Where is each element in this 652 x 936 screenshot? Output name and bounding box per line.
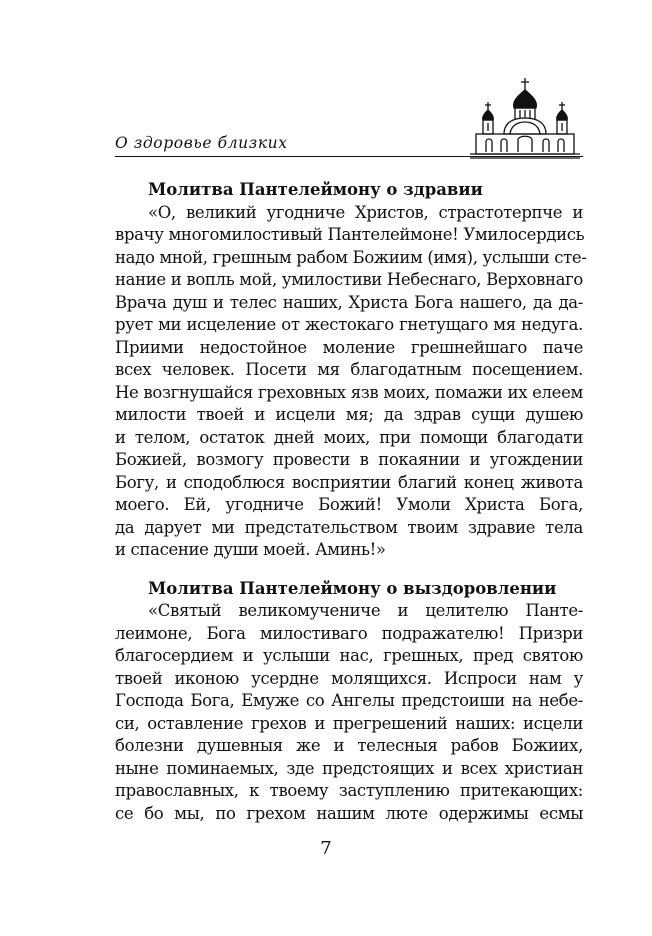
text-line: болезни душевныя же и телесныя рабов Божиих, [115,736,583,755]
running-title: О здоровье близких [115,134,288,152]
prayer-text-health [115,202,587,562]
text-line: рует ми исцеление от жестокаго гнетущаго мя недуга. [115,315,583,334]
text-line: «Святый великомучениче и целителю Панте- [148,601,583,620]
text-line: Приими недостойное моление грешнейшаго паче [115,337,583,357]
church-icon [466,76,584,162]
text-line: Господа Бога, Емуже со Ангелы предстоиши на небе- [115,691,583,710]
text-line: Врача душ и телес наших, Христа Бога нашего, да да- [115,292,583,312]
text-line: нание и вопль мой, умилостиви Небеснаго, Верховнаго [115,270,583,289]
prayer-title-recovery: Молитва Пантелеймону о выздоровлении [148,578,557,598]
prayer-title-health: Молитва Пантелеймону о здравии [148,180,483,199]
text-line: се бо мы, по грехом нашим люте одержимы есмы [115,803,583,823]
section-gap [115,562,583,578]
prayer-text-recovery [115,600,583,825]
text-line: всех человек. Посети мя благодатным посещением. [115,360,583,379]
text-line: и телом, остаток дней моих, при помощи благодати [115,427,583,447]
text-line: Божией, возмогу провести в покаянии и угождении [115,450,583,469]
text-line: моего. Ей, угодниче Божий! Умоли Христа Бога, [115,495,583,514]
text-line: и спасение души моей. Аминь!» [115,540,386,559]
text-line: да дарует ми предстательством твоим здравие тела [115,517,583,537]
text-line: православных, к твоему заступлению притекающих: [115,781,583,800]
text-line: «О, великий угодниче Христов, страстотерпче и [148,202,583,222]
text-line: твоей иконою усердне молящихся. Испроси нам у [115,668,583,688]
text-line: ныне поминаемых, зде предстоящих и всех христиан [115,758,583,778]
page-number: 7 [320,838,332,859]
text-line: милости твоей и исцели мя; да здрав сущи душею [115,405,583,424]
page-body [115,179,587,825]
text-line: надо мной, грешным рабом Божиим (имя), услыши сте- [115,247,587,267]
text-line: Богу, и сподоблюся восприятии благий конец живота [115,472,583,492]
text-line: леимоне, Бога милостиваго подражателю! Призри [115,623,583,643]
text-line: си, оставление грехов и прегрешений наших: исцели [115,713,583,733]
text-line: благосердием и услыши нас, грешных, пред святою [115,646,583,665]
text-line: врачу многомилостивый Пантелеймоне! Умилосердись [115,225,585,244]
text-line: Не возгнушайся греховных язв моих, помажи их елеем [115,382,583,402]
